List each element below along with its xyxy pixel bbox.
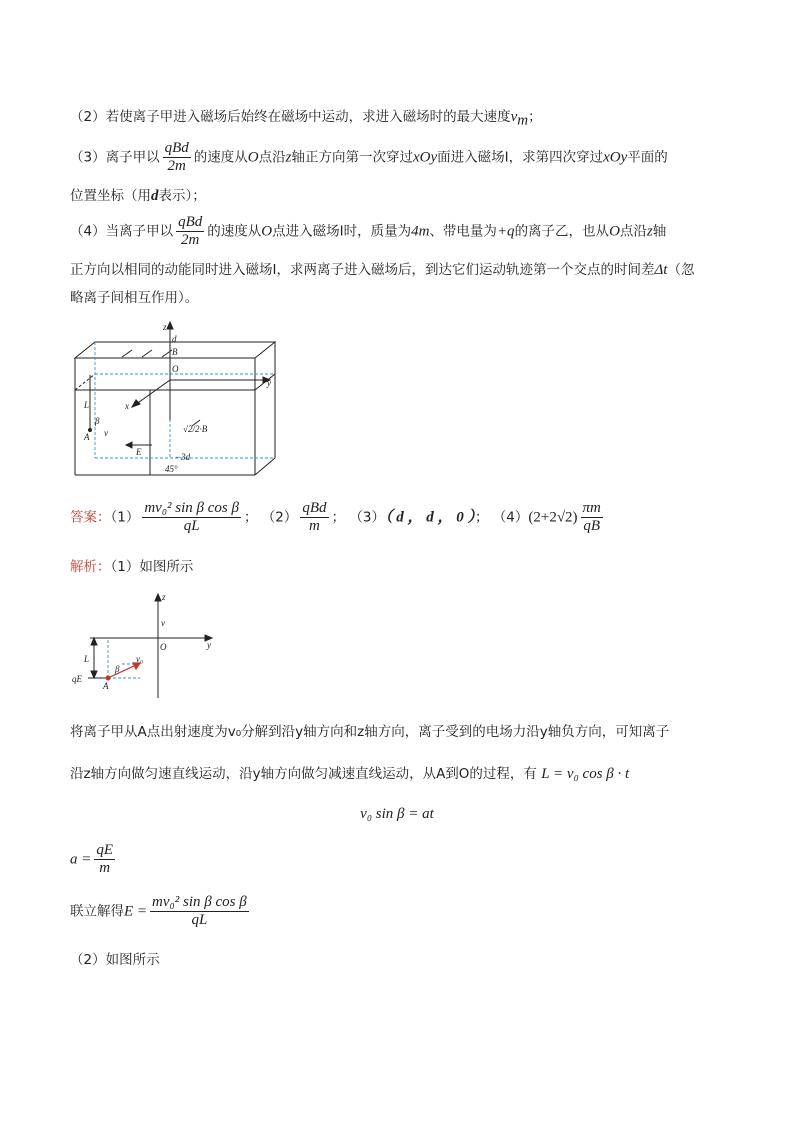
analysis-line: 解析：（1）如图所示 xyxy=(70,559,194,575)
svg-text:β: β xyxy=(115,664,120,674)
question-2: （2）若使离子甲进入磁场后始终在磁场中运动，求进入磁场时的最大速度$v_m$； xyxy=(70,109,542,129)
svg-text:y: y xyxy=(207,640,211,650)
svg-text:v₀: v₀ xyxy=(136,654,144,664)
fraction-qBd-2m: $\frac{\text{qBd}}{2m}$ xyxy=(164,140,189,174)
svg-text:v: v xyxy=(161,618,165,628)
svg-text:−3d: −3d xyxy=(175,452,191,462)
svg-text:z: z xyxy=(162,592,166,602)
question-3: （3）离子甲以 $\frac{\text{qBd}}{2m}$ 的速度从O点沿z轴正方向第一次穿过xOy面进入磁场Ⅰ，求第四次穿过xOy平面的 xyxy=(70,140,668,174)
question-4-line2: 正方向以相同的动能同时进入磁场Ⅰ，求两离子进入磁场后，到达它们运动轨迹第一个交点的时间差Δt（忽 xyxy=(70,262,695,278)
analysis-paragraph-2: 沿z轴方向做匀速直线运动，沿y轴方向做匀减速直线运动，从A到O的过程，有 L = v₀ cos β · t xyxy=(70,766,630,782)
svg-text:√2/2·B: √2/2·B xyxy=(183,424,208,434)
svg-text:O: O xyxy=(160,642,167,652)
question-4-line3: 略离子间相互作用）。 xyxy=(70,290,199,306)
svg-text:E: E xyxy=(136,447,142,457)
svg-text:x: x xyxy=(125,401,129,411)
analysis-paragraph-1: 将离子甲从A点出射速度为v₀分解到沿y轴方向和z轴方向，离子受到的电场力沿y轴负方向，可知离子 xyxy=(70,724,670,740)
figure-analysis xyxy=(70,590,220,700)
svg-text:45°: 45° xyxy=(165,464,178,474)
figure-field-box xyxy=(70,320,280,480)
svg-text:O: O xyxy=(172,364,179,374)
svg-text:A: A xyxy=(103,681,109,691)
answer-line: 答案：（1） $\frac{\text{mv₀² sin β cos β}}{qL}$ ； （2） $\frac{\text{qBd}}{m}$ ； （3）（ d ， d ， 0 ）； （4）(2+2√2) $\frac{\pi m}{qB}$ xyxy=(70,500,601,534)
svg-text:qE: qE xyxy=(72,674,82,684)
svg-text:z: z xyxy=(163,322,167,332)
question-4: （4）当离子甲以 $\frac{\text{qBd}}{2m}$ 的速度从O点进入磁场Ⅰ时，质量为4m、带电量为+q的离子乙，也从O点沿z轴 xyxy=(70,214,667,248)
equation-2: v₀ sin β = at xyxy=(360,806,434,822)
question-2-analysis: （2）如图所示 xyxy=(70,952,160,968)
svg-text:B: B xyxy=(172,347,178,357)
svg-text:L: L xyxy=(84,654,90,664)
svg-text:A: A xyxy=(84,432,90,442)
svg-text:L: L xyxy=(84,400,90,410)
svg-text:y: y xyxy=(267,378,271,388)
equation-3: a = $\frac{qE}{m}$ xyxy=(70,842,114,876)
svg-text:d: d xyxy=(172,334,177,344)
svg-text:β: β xyxy=(95,416,100,426)
svg-text:v: v xyxy=(104,428,108,438)
question-3-line2: 位置坐标（用d表示）； xyxy=(70,188,206,204)
equation-4: 联立解得E = $\frac{\text{mv₀² sin β cos β}}{qL}$ xyxy=(70,894,247,928)
